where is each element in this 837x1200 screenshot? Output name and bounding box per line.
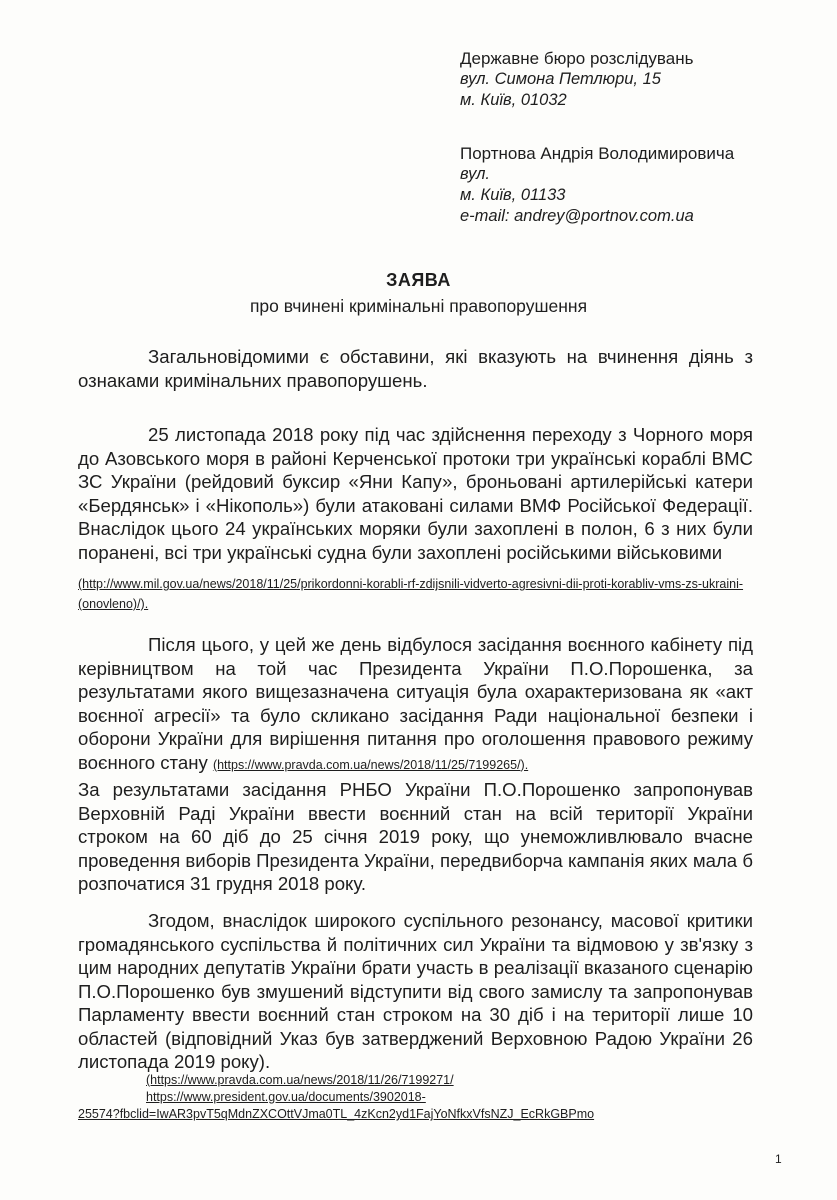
- document-subtitle: про вчинені кримінальні правопорушення: [249, 296, 588, 316]
- document-title: ЗАЯВА: [386, 270, 451, 290]
- paragraph-3: [78, 633, 753, 777]
- paragraph-4: За результатами засідання РНБО України П.О.Порошенко запропонував Верховній Раді України ввести воєнний стан на всій території України строком на 60 діб до 25 січня 2019 року, що унеможливлювало вчасне проведення виборів Президента України, передвиборча кампанія яких мала б розпочатися 31 грудня 2018 року.: [78, 779, 753, 894]
- sender-name: Портнова Андрія Володимировича: [460, 144, 735, 163]
- paragraph-2-text: 25 листопада 2018 року під час здійснення переходу з Чорного моря до Азовського моря в районі Керченської протоки три українські кораблі ВМС ЗС України (рейдовий буксир «Яни Капу», броньовані артилерійські катери «Бердянськ» і «Нікополь») були атаковані силами ВМФ Російської Федерації. Внаслідок цього 24 українських моряки були захоплені в полон, 6 з них були поранені, всі три українські судна були захоплені російськими військовими: [78, 424, 753, 563]
- recipient-street: вул. Симона Петлюри, 15: [460, 70, 661, 88]
- recipient-block: [460, 48, 693, 111]
- paragraph-3-link[interactable]: (https://www.pravda.com.ua/news/2018/11/25/7199265/).: [212, 757, 529, 772]
- recipient-city: м. Київ, 01032: [460, 91, 567, 109]
- reference-links: [78, 1072, 594, 1123]
- reference-link-2[interactable]: https://www.president.gov.ua/documents/3902018-: [146, 1090, 426, 1104]
- paragraph-3-text: Після цього, у цей же день відбулося засідання воєнного кабінету під керівництвом на той час Президента України П.О.Порошенка, за результатами якого вищезазначена ситуація була охарактеризована як «акт воєнної агресії» та було скликано засідання Ради національної безпеки і оборони України для вирішення питання про оголошення правового режиму воєнного стану: [78, 634, 753, 773]
- reference-link-3[interactable]: 25574?fbclid=IwAR3pvT5qMdnZXCOttVJma0TL_4zKcn2yd1FajYoNfkxVfsNZJ_EcRkGBPmo: [78, 1107, 595, 1121]
- paragraph-5: Згодом, внаслідок широкого суспільного резонансу, масової критики громадянського суспільства й політичних сил України та відмовою у зв'язку з цим народних депутатів України брати участь в реалізації вказаного сценарію П.О.Порошенко був змушений відступити від свого замислу та запропонував Парламенту ввести воєнний стан строком на 30 діб і на території лише 10 областей (відповідний Указ був затверджений Верховною Радою України 26 листопада 2019 року).: [78, 910, 753, 1072]
- sender-street: вул.: [460, 165, 491, 183]
- sender-block: [460, 143, 734, 227]
- sender-email: e-mail: andrey@portnov.com.ua: [460, 207, 694, 225]
- paragraph-1: Загальновідомими є обставини, які вказують на вчинення діянь з ознаками кримінальних правопорушень.: [78, 346, 753, 391]
- recipient-name: Державне бюро розслідувань: [460, 49, 694, 68]
- page-number: 1: [775, 1152, 782, 1166]
- sender-city: м. Київ, 01133: [460, 186, 566, 204]
- paragraph-2: [78, 423, 753, 564]
- reference-link-1[interactable]: (https://www.pravda.com.ua/news/2018/11/26/7199271/: [146, 1073, 454, 1087]
- paragraph-2-link[interactable]: (http://www.mil.gov.ua/news/2018/11/25/prikordonni-korabli-rf-zdijsnili-vidverto-agresivni-dii-proti-korabliv-vms-zs-ukraini-(onovleno)/).: [78, 577, 744, 611]
